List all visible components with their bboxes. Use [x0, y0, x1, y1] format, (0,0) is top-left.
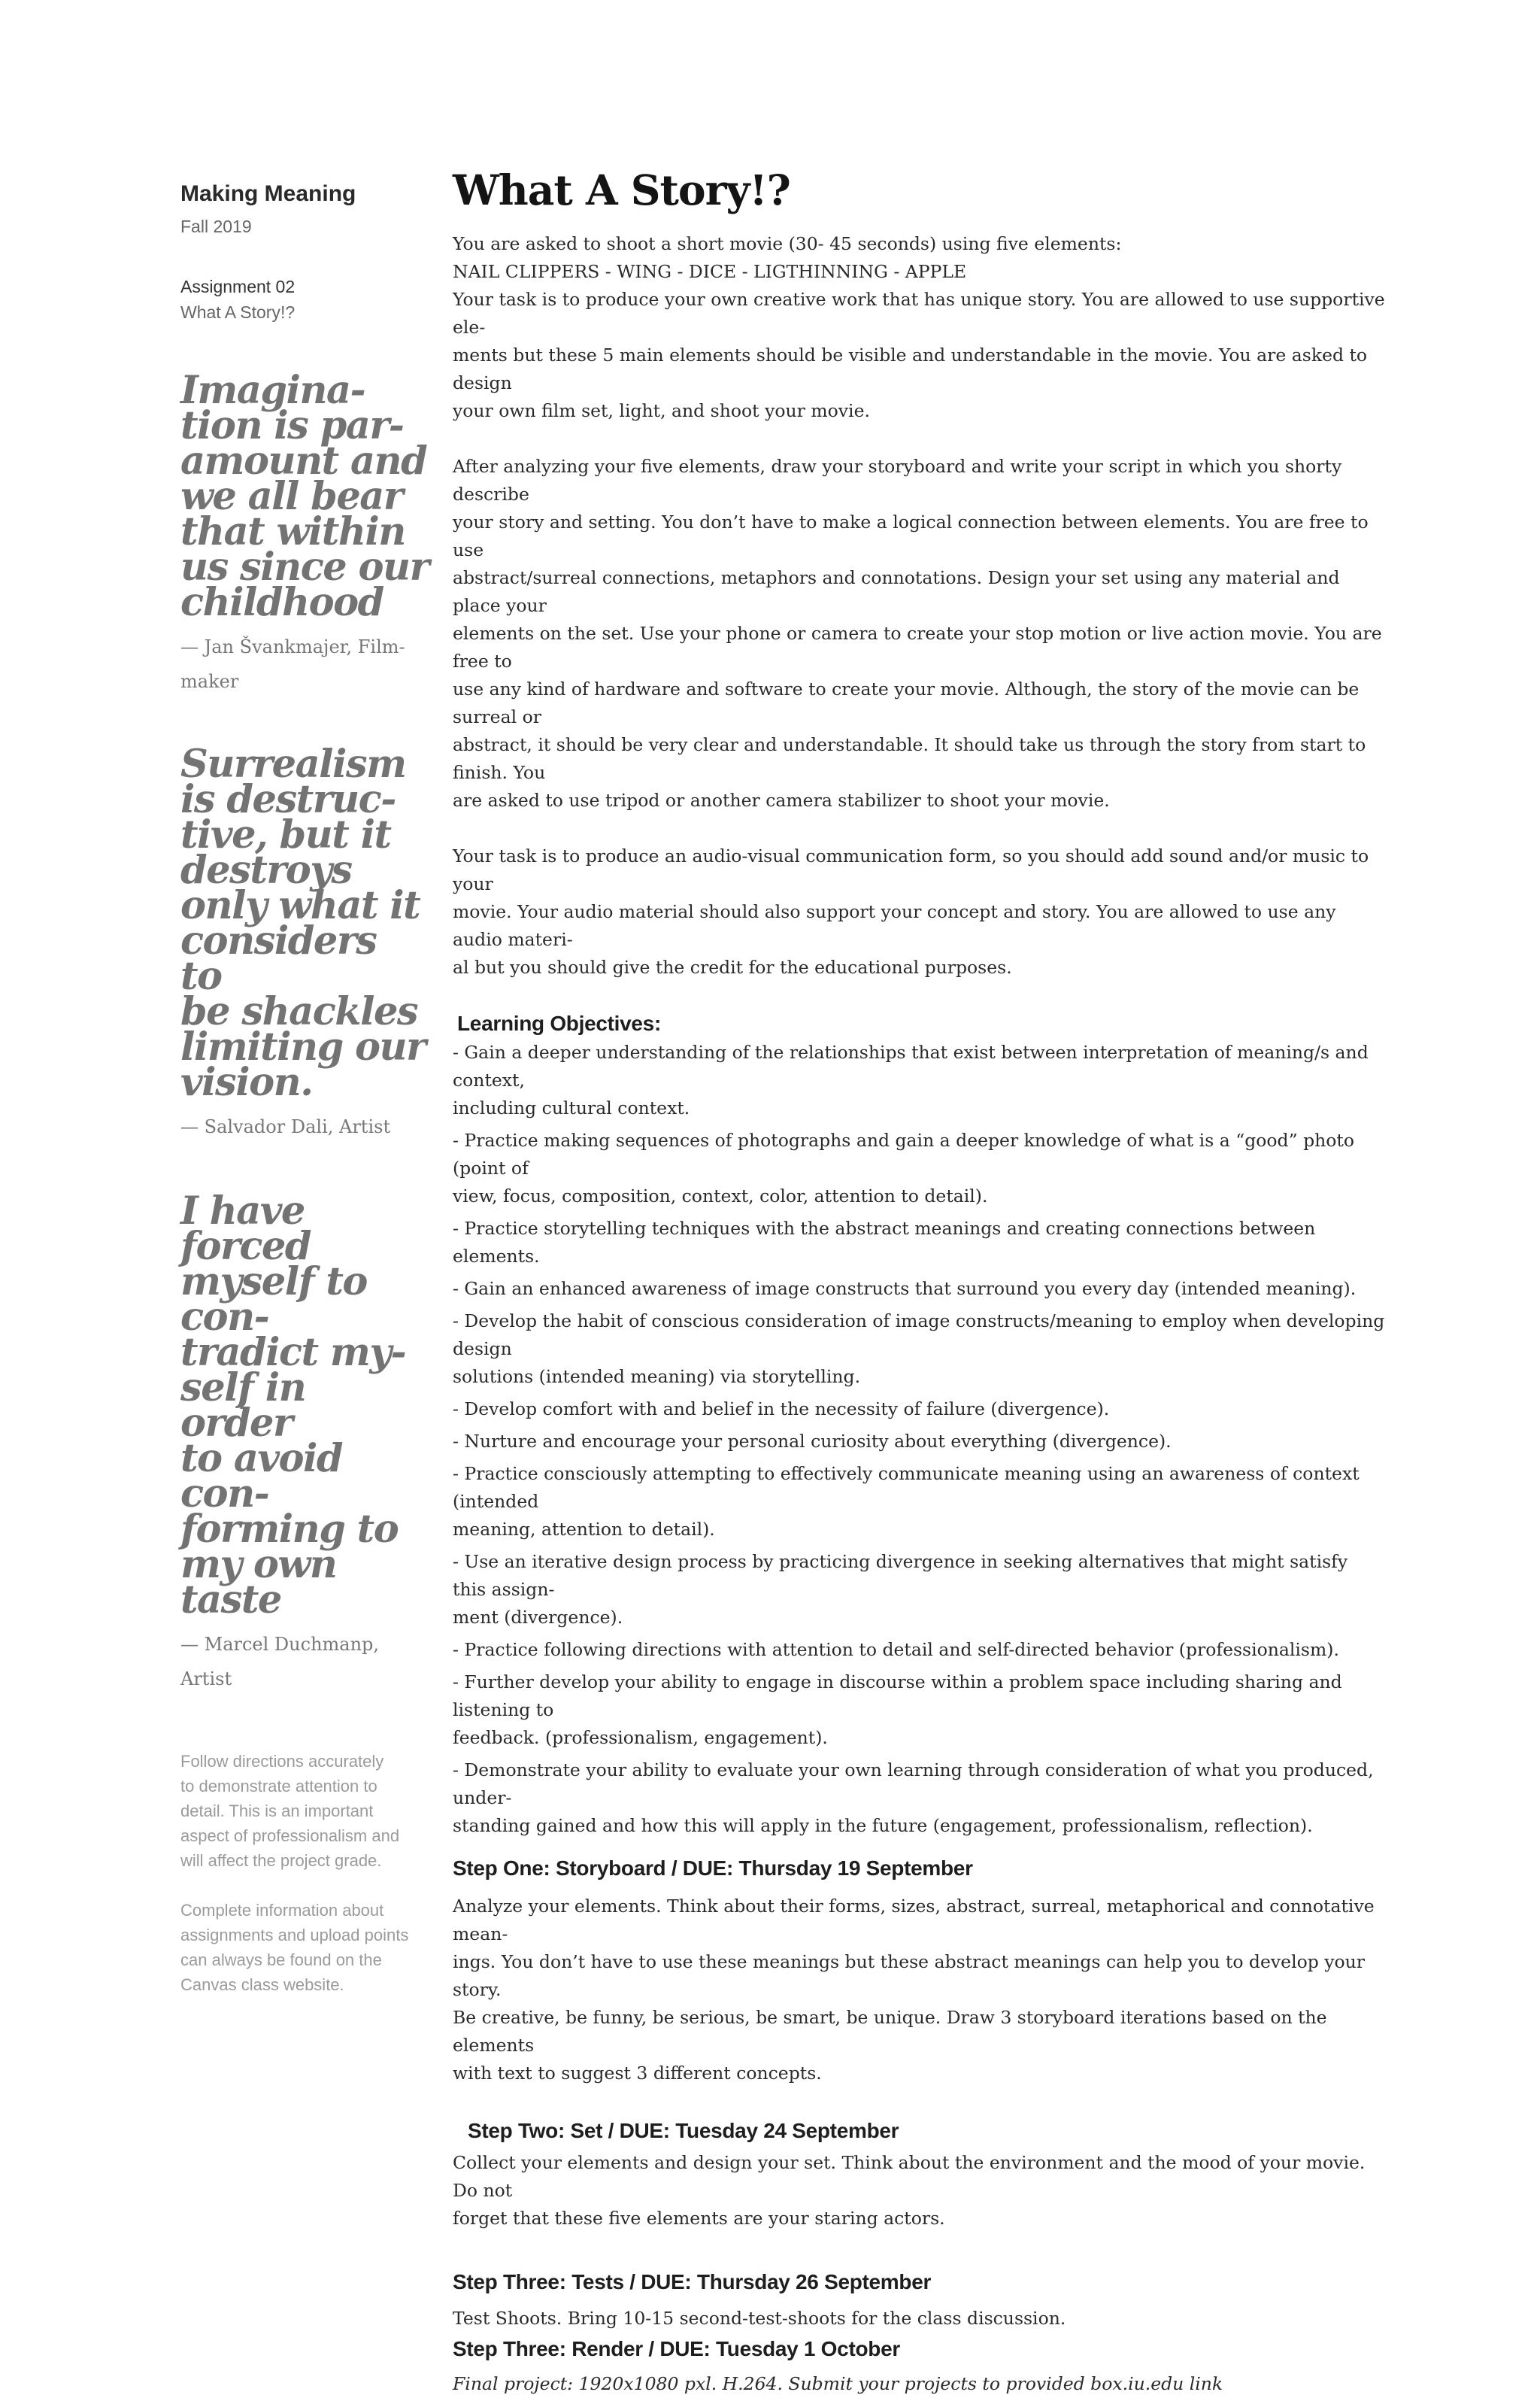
step2-body: Collect your elements and design your set. Think about the environment and the mood of your movie. Do not forget that these five elements are your staring actors. — [453, 2152, 1366, 2229]
list-item: - Develop comfort with and belief in the necessity of failure (divergence). — [453, 1398, 1110, 1419]
step2-heading: Step Two: Set / DUE: Tuesday 24 September — [468, 2119, 899, 2142]
list-item: - Demonstrate your ability to evaluate your own learning through consideration of what you produced, under- standing gained and how this will apply in the future (engagement, professionalism, reflection). — [453, 1759, 1374, 1836]
assignment-name: What A Story!? — [180, 302, 296, 322]
final-project-note: Final project: 1920x1080 pxl. H.264. Submit your projects to provided box.iu.edu link — [453, 2373, 1223, 2394]
main-content — [453, 164, 1385, 2398]
list-item: - Practice making sequences of photographs and gain a deeper knowledge of what is a “good” photo (point of view, focus, composition, context, color, attention to detail). — [453, 1130, 1355, 1207]
quote-attribution-duchamp: — Marcel Duchmanp, Artist — [180, 1634, 380, 1689]
quote-duchamp: I have forced myself to con- tradict my- self in order to avoid con- forming to my own taste — [180, 1188, 406, 1622]
course-term: Fall 2019 — [180, 217, 252, 236]
sidebar — [180, 179, 429, 1997]
step1-body: Analyze your elements. Think about their forms, sizes, abstract, surreal, metaphorical and connotative mean- ings. You don’t have to use these meanings but these abstract meanings can help you to develop your story. Be creative, be funny, be serious, be smart, be unique. Draw 3 storyboard iterations based on the elements with text to suggest 3 different concepts. — [453, 1896, 1375, 2084]
list-item: - Use an iterative design process by practicing divergence in seeking alternatives that might satisfy this assign- ment (divergence). — [453, 1551, 1348, 1628]
objectives-heading: Learning Objectives: — [457, 1012, 661, 1035]
list-item: - Gain an enhanced awareness of image constructs that surround you every day (intended meaning). — [453, 1278, 1357, 1299]
quote-dali: Surrealism is destruc- tive, but it destroys only what it considers to be shackles limiting our vision. — [180, 742, 426, 1105]
list-item: - Practice storytelling techniques with the abstract meanings and creating connections between elements. — [453, 1218, 1316, 1267]
list-item: - Further develop your ability to engage in discourse within a problem space including sharing and listening to feedback. (professionalism, engagement). — [453, 1671, 1342, 1748]
page-title: What A Story!? — [453, 165, 790, 214]
list-item: - Develop the habit of conscious consideration of image constructs/meaning to employ when developing design solutions (intended meaning) via storytelling. — [453, 1310, 1385, 1387]
audio-paragraph: Your task is to produce an audio-visual communication form, so you should add sound and/or music to your movie. Your audio material should also support your concept and story. You are allowed to use any audio materi- al but you should give the credit for the educational purposes. — [453, 845, 1369, 978]
step4-heading: Step Three: Render / DUE: Tuesday 1 October — [453, 2337, 900, 2360]
list-item: - Gain a deeper understanding of the relationships that exist between interpretation of meaning/s and context, including cultural context. — [453, 1042, 1369, 1119]
step3-heading: Step Three: Tests / DUE: Thursday 26 September — [453, 2270, 932, 2293]
canvas-info-note: Complete information about assignments and upload points can always be found on the Canvas class website. — [180, 1901, 409, 1994]
intro-paragraph: You are asked to shoot a short movie (30- 45 seconds) using five elements: NAIL CLIPPERS - WING - DICE - LIGTHINNING - APPLE Your task is to produce your own creative work that has unique story. You are allowed to use supportive ele- ments but these 5 main elements should be visible and understandable in the movie. You are asked to design your own film set, light, and shoot your movie. — [453, 233, 1385, 421]
step3-body: Test Shoots. Bring 10-15 second-test-shoots for the class discussion. — [453, 2308, 1066, 2329]
list-item: - Nurture and encourage your personal curiosity about everything (divergence). — [453, 1431, 1172, 1452]
step1-heading: Step One: Storyboard / DUE: Thursday 19 September — [453, 1856, 973, 1880]
quote-attribution-dali: — Salvador Dali, Artist — [180, 1116, 391, 1137]
quote-attribution-svankmajer: — Jan Švankmajer, Film- maker — [180, 636, 405, 692]
assignment-number: Assignment 02 — [180, 277, 296, 296]
course-title: Making Meaning — [180, 181, 356, 206]
quote-svankmajer: Imagina- tion is par- amount and we all bear that within us since our childhood — [180, 368, 429, 625]
storyboard-paragraph: After analyzing your five elements, draw your storyboard and write your script in which you shorty describe your story and setting. You don’t have to make a logical connection between elements. You are free to use abstract/surreal connections, metaphors and connotations. Design your set using any material and place your elements on the set. Use your phone or camera to create your stop motion or live action movie. You are free to use any kind of hardware and software to create your movie. Although, the story of the movie can be surreal or abstract, it should be very clear and understandable. It should take us through the story from start to finish. You are asked to use tripod or another camera stabilizer to shoot your movie. — [453, 456, 1382, 811]
list-item: - Practice following directions with attention to detail and self-directed behavior (professionalism). — [453, 1639, 1339, 1660]
objectives-list — [453, 1039, 1385, 1840]
list-item: - Practice consciously attempting to effectively communicate meaning using an awareness of context (intended meaning, attention to detail). — [453, 1463, 1360, 1540]
directions-note: Follow directions accurately to demonstrate attention to detail. This is an important aspect of professionalism and will affect the project grade. — [180, 1752, 400, 1870]
